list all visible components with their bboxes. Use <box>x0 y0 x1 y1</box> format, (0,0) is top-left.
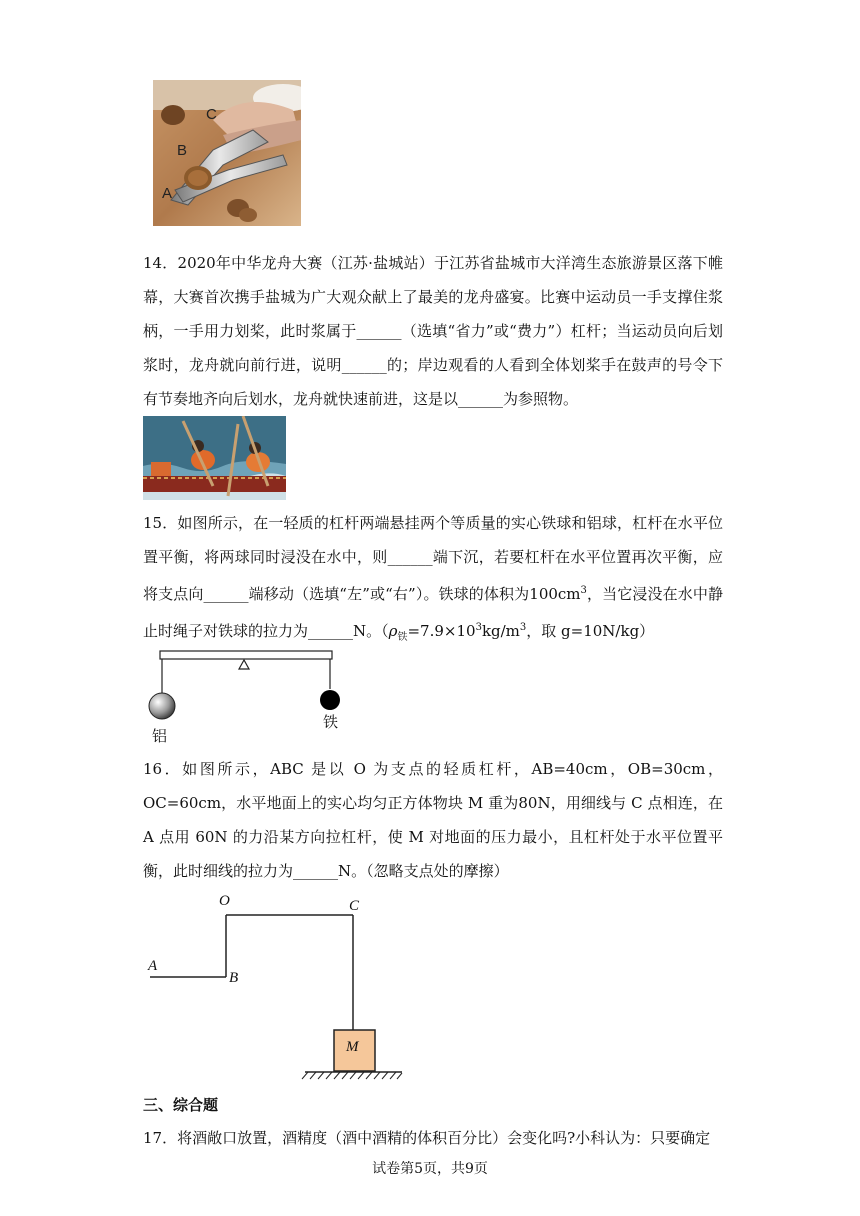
page-footer: 试卷第5页，共9页 <box>372 1161 488 1177</box>
question-15-part3: =7.9×10 <box>407 622 476 640</box>
label-a: A <box>148 958 158 974</box>
question-16-text: 16．如图所示，ABC 是以 O 为支点的轻质杠杆，AB=40cm，OB=30cm，OC=60cm，水平地面上的实心均匀正方体物块 M 重为80N，用细线与 C 点相连，在 A 点用 60N 的力沿某方向拉杠杆，使 M 对地面的压力最小，且杠杆处于水平位置平衡，此时细线的拉力为______N。（忽略支点处的摩擦） <box>143 760 723 880</box>
question-15-rho-sub: 铁 <box>397 632 408 643</box>
nutcracker-label-c: C <box>206 106 217 123</box>
label-c: C <box>349 898 360 914</box>
lever-balance-figure <box>140 645 350 745</box>
label-o: O <box>219 893 230 909</box>
nutcracker-photo <box>153 80 301 226</box>
question-17 <box>143 1124 723 1152</box>
question-15-part4: kg/m <box>481 622 520 640</box>
question-15-part5: ，取 g=10N/kg） <box>526 622 655 640</box>
question-15-rho: ρ <box>388 622 398 640</box>
question-15-text <box>143 506 723 655</box>
label-aluminum: 铝 <box>152 727 168 745</box>
question-15-sup-unit: 3 <box>519 622 527 633</box>
label-b: B <box>229 970 239 986</box>
nutcracker-label-a: A <box>162 185 173 202</box>
nutcracker-label-b: B <box>177 142 188 159</box>
question-15-sup-volume: 3 <box>580 585 587 596</box>
question-15-part1: 15．如图所示，在一轻质的杠杆两端悬挂两个等质量的实心铁球和铝球，杠杆在水平位置平衡，将两球同时浸没在水中，则______端下沉，若要杠杆在水平位置再次平衡，应将支点向______端移动（选填“左”或“右”）。铁球的体积为100cm <box>143 514 723 603</box>
question-14-text: 14．2020年中华龙舟大赛（江苏·盐城站）于江苏省盐城市大洋湾生态旅游景区落下帷幕，大赛首次携手盐城为广大观众献上了最美的龙舟盛宴。比赛中运动员一手支撑住浆柄，一手用力划桨，此时浆属于______（选填“省力”或“费力”）杠杆；当运动员向后划浆时，龙舟就向前行进，说明______的；岸边观看的人看到全体划桨手在鼓声的号令下有节奏地齐向后划水，龙舟就快速前进，这是以______为参照物。 <box>143 254 723 408</box>
question-15 <box>143 506 723 655</box>
question-17-text: 17．将酒敞口放置，酒精度（酒中酒精的体积百分比）会变化吗?小科认为：只要确定 <box>143 1129 711 1147</box>
question-14 <box>143 246 723 416</box>
question-16 <box>143 752 723 888</box>
dragon-boat-photo <box>143 416 286 500</box>
label-iron: 铁 <box>323 713 339 731</box>
question-15-sup-exp: 3 <box>475 622 482 633</box>
question-15-part2: ，当它浸没在水中静止时绳子对铁球的拉力为______N。（ <box>143 585 723 640</box>
label-m: M <box>346 1039 359 1055</box>
section-heading: 三、综合题 <box>143 1096 219 1114</box>
lever-abc-figure <box>140 890 410 1085</box>
